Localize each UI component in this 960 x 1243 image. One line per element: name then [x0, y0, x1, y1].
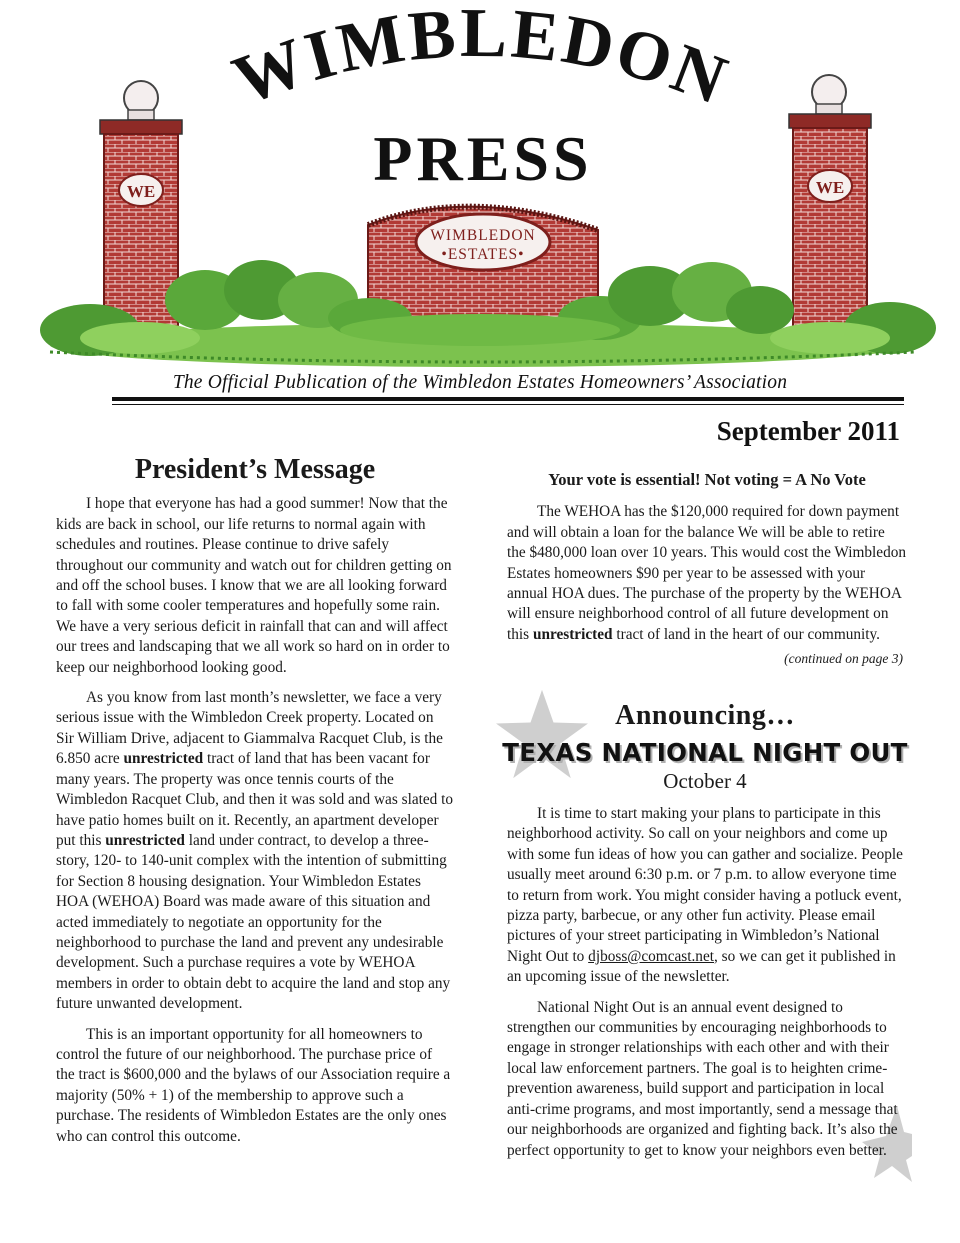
sign-text-wimbledon: WIMBLEDON — [430, 227, 536, 244]
vote-paragraph — [507, 502, 907, 645]
pm-p2-text-e: land under contract, to develop a three-story, 120- to 140-unit complex with the intention of submitting for Section 8 housing designation. Your Wimbledon Estates HOA (WEHOA) Board was made aware of this situation and acted immediately to negotiate an opportunity for the neighborhood to purchase the land and prevent any undesirable development. Such a purchase requires a vote by WEHOA members in order to obtain debt to acquire the land and stop any future unwanted development. — [56, 831, 451, 1013]
left-pillar-monogram: WE — [126, 182, 156, 201]
event-date: October 4 — [663, 769, 747, 793]
vote-emphasis: unrestricted — [532, 625, 613, 643]
issue-date: September 2011 — [716, 416, 900, 446]
masthead-title-wimbledon: WIMBLEDON — [223, 0, 739, 121]
ann-p1-text-b: , so we can get it published in an upcoming issue of the newsletter. — [507, 947, 896, 986]
masthead-tagline: The Official Publication of the Wimbledon Estates Homeowners’ Association — [172, 372, 788, 393]
pm-p2-emphasis-1: unrestricted — [123, 750, 204, 768]
announcement-paragraph-1 — [507, 804, 908, 988]
announcement-body — [500, 804, 910, 1161]
announcement-heading: Announcing… — [615, 700, 795, 731]
vote-section — [507, 470, 907, 670]
pm-p2-emphasis-2: unrestricted — [105, 831, 185, 849]
event-title: TEXAS NATIONAL NIGHT OUT — [502, 738, 908, 767]
right-pillar-monogram: WE — [815, 178, 845, 197]
pm-p2-text-c: tract of land that has been vacant for many years. The property was once tennis courts of the Wimbledon Racquet Club, and then it was sold and was slated to have patio homes built on it. Recently, an apartment developer put this — [56, 750, 454, 849]
masthead — [0, 0, 960, 393]
email-link[interactable]: djboss@comcast.net — [588, 947, 714, 965]
presidents-message-heading: President’s Message — [134, 454, 376, 485]
wimbledon-estates-sign — [368, 207, 598, 318]
masthead-rule-thin — [112, 404, 904, 405]
presidents-message-section — [56, 454, 454, 1157]
announcement-section — [500, 700, 910, 1171]
masthead-illustration — [0, 0, 960, 380]
vote-text-c: tract of land in the heart of our community. — [612, 625, 881, 643]
masthead-rule-thick — [112, 397, 904, 401]
vote-text-a: The WEHOA has the $120,000 required for down payment and will obtain a loan for the balance We will be able to retire the $480,000 loan over 10 years. This would cost the Wimbledon Estates homeowners $90 per year to be assessed with your annual HOA dues. The purchase of the property by the WEHOA will ensure neighborhood control of all future development on this — [507, 503, 907, 643]
presidents-message-paragraph-1: I hope that everyone has had a good summer! Now that the kids are back in school, our life returns to normal again with schedules and routines. Please continue to drive safely throughout our community and watch out for children getting on and off the school buses. I know that we are all looking forward to fall with some cooler temperatures and hopefully some rain. We have a very serious deficit in rainfall that can and will affect our trees and landscaping that we all work so hard on in order to keep our neighborhood looking good. — [56, 495, 452, 676]
continued-note: (continued on page 3) — [784, 651, 903, 667]
right-brick-pillar — [789, 75, 871, 344]
masthead-title-press: PRESS — [373, 123, 593, 194]
vote-heading: Your vote is essential! Not voting = A No Vote — [548, 470, 866, 489]
sign-text-estates: •ESTATES• — [441, 246, 525, 263]
presidents-message-paragraph-3: This is an important opportunity for all homeowners to control the future of our neighborhood. The purchase price of the tract is $600,000 and the bylaws of our Association require a majority (50% + 1) of the membership to approve such a purchase. The residents of Wimbledon Estates are the only ones who can control this outcome. — [56, 1025, 451, 1145]
ann-p1-text-a: It is time to start making your plans to participate in this neighborhood activity. So call on your neighbors and come up with some fun ideas of how you can gather and socialize. People usually meet around 6:30 p.m. or 7 p.m. to allow everyone time to return from work. You might consider having a potluck event, pizza party, barbecue, or any other fun activity. Please email pictures of your street participating in Wimbledon’s National Night Out to — [507, 805, 903, 965]
presidents-message-paragraph-2 — [56, 688, 454, 1015]
announcement-paragraph-2: National Night Out is an annual event designed to strengthen our communities by encouraging neighborhoods to engage in stronger relationships with each other and with their local law enforcement partners. The goal is to heighten crime-prevention awareness, build support and participation in local anti-crime programs, and most importantly, send a message that our neighborhoods are organized and fighting back. It’s also the perfect opportunity to get to know your neighbors even better. — [507, 998, 898, 1159]
pm-p2-text-a: As you know from last month’s newsletter, we face a very serious issue with the Wimbledon Creek property. Located on Sir William Drive, adjacent to Giammalva Racquet Club, is the 6.850 acre — [56, 689, 443, 768]
